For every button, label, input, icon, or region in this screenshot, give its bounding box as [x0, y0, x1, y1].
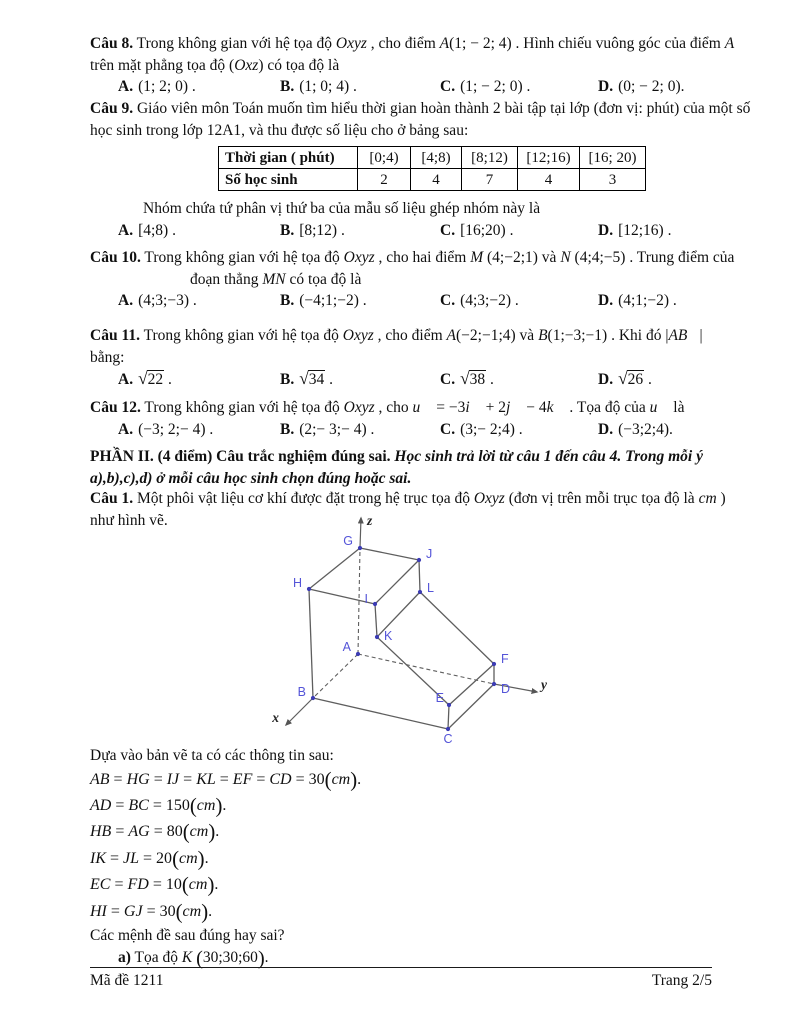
question-9-option-d — [598, 220, 714, 242]
option-marker: C. — [440, 371, 456, 388]
statement-a: a) Tọa độ K (30;30;60). — [118, 947, 269, 970]
question-10-option-c — [440, 290, 598, 312]
option-marker: C. — [440, 420, 456, 438]
table-cell: 7 — [462, 169, 518, 191]
option-marker: D. — [598, 371, 614, 388]
frequency-table — [218, 146, 646, 191]
measure-line-6: HI = GJ = 30(cm). — [90, 900, 213, 924]
option-value: √26 . — [618, 369, 652, 388]
3d-solid-diagram — [270, 512, 570, 752]
question-11-option-a — [118, 368, 280, 391]
option-marker: B. — [280, 292, 295, 309]
vertex-point-F — [492, 662, 496, 666]
vertex-point-K — [375, 635, 379, 639]
table-cell: Thời gian ( phút) — [219, 147, 358, 169]
vertex-point-C — [446, 727, 450, 731]
footer-rule — [90, 967, 712, 968]
figure-edge — [313, 654, 358, 698]
option-value: (4;1;−2) . — [618, 292, 677, 309]
table-cell: [8;12) — [462, 147, 518, 169]
option-value: (2;− 3;− 4) . — [299, 420, 375, 438]
option-marker: D. — [598, 420, 614, 438]
vertex-label-L: L — [427, 581, 434, 595]
option-marker: A. — [118, 371, 134, 388]
option-value: (1; − 2; 0) . — [460, 78, 531, 95]
figure-edge — [360, 518, 361, 548]
question-8-option-a — [118, 76, 280, 98]
option-marker: B. — [280, 371, 295, 388]
figure-edge — [420, 592, 494, 664]
option-value: [4;8) . — [138, 221, 176, 239]
figure-edge — [448, 684, 494, 729]
option-value: [12;16) . — [618, 221, 672, 239]
measure-line-5: EC = FD = 10(cm). — [90, 873, 219, 897]
table-cell: [12;16) — [518, 147, 580, 169]
table-row-values — [219, 169, 646, 191]
figure-edge — [448, 705, 449, 729]
vertex-point-B — [311, 696, 315, 700]
question-11 — [90, 325, 714, 391]
vertex-point-I — [373, 602, 377, 606]
figure-edge — [419, 560, 420, 592]
vertex-label-A: A — [342, 640, 351, 654]
option-marker: C. — [440, 221, 456, 239]
question-12-option-d — [598, 419, 714, 441]
vertex-point-H — [307, 587, 311, 591]
vertex-label-E: E — [435, 691, 444, 705]
figure-edge — [309, 548, 360, 589]
figure-edge — [313, 698, 448, 729]
option-marker: C. — [440, 292, 456, 309]
table-cell: [0;4) — [358, 147, 411, 169]
question-8-option-b — [280, 76, 440, 98]
axis-label-z: z — [367, 513, 373, 528]
vertex-label-G: G — [343, 534, 353, 548]
option-value: (1; 2; 0) . — [138, 78, 196, 95]
option-marker: D. — [598, 292, 614, 309]
statements-question: Các mệnh đề sau đúng hay sai? — [90, 927, 285, 945]
question-8-option-c — [440, 76, 598, 98]
question-9-option-b — [280, 220, 440, 242]
question-11-option-c — [440, 368, 598, 391]
option-marker: A. — [118, 78, 134, 95]
part-2-line-2: a),b),c),d) ở mỗi câu học sinh chọn đúng hoặc sai. — [90, 469, 412, 487]
table-cell: 2 — [358, 169, 411, 191]
option-value: (3;− 2;4) . — [460, 420, 523, 438]
table-cell: 4 — [411, 169, 462, 191]
option-value: (−3; 2;− 4) . — [138, 420, 214, 438]
option-value: √22 . — [138, 369, 172, 388]
page-footer — [90, 970, 712, 991]
page-number: Trang 2/5 — [651, 972, 712, 989]
option-value: √38 . — [460, 369, 494, 388]
vertex-point-L — [418, 590, 422, 594]
question-8-line-1: Câu 8. Trong không gian với hệ tọa độ Oxyz , cho điểm A(1; − 2; 4) . Hình chiếu vuông góc của điểm A — [90, 35, 735, 52]
question-8 — [90, 33, 735, 98]
vertex-label-F: F — [501, 652, 509, 666]
part2-question-1-line-1: Câu 1. Một phôi vật liệu cơ khí được đặt trong hệ trục tọa độ Oxyz (đơn vị trên mỗi trục tọa độ là cm ) — [90, 490, 726, 507]
table-cell: [16; 20) — [580, 147, 646, 169]
vertex-point-E — [447, 703, 451, 707]
option-value: (−3;2;4). — [618, 420, 673, 438]
question-8-line-2: trên mặt phẳng tọa độ (Oxz) có tọa độ là — [90, 56, 340, 74]
option-value: (4;3;−2) . — [460, 292, 519, 309]
question-8-option-d — [598, 76, 714, 98]
option-marker: A. — [118, 221, 134, 239]
option-marker: B. — [280, 420, 295, 438]
option-marker: C. — [440, 78, 456, 95]
option-value: (1; 0; 4) . — [299, 78, 357, 95]
question-9-options — [90, 220, 714, 242]
figure-edge — [358, 654, 494, 684]
figure-edge — [375, 560, 419, 604]
option-value: √34 . — [299, 369, 333, 388]
measure-line-1: AB = HG = IJ = KL = EF = CD = 30(cm). — [90, 767, 362, 791]
question-11-line-1: Câu 11. Trong không gian với hệ tọa độ Oxyz , cho điểm A(−2;−1;4) và B(1;−3;−1) . Khi đó |AB⃗| — [90, 327, 703, 344]
figure-edge — [375, 604, 377, 637]
figure-edge — [286, 698, 313, 725]
measure-line-4: IK = JL = 20(cm). — [90, 847, 209, 871]
exam-code: Mã đề 1211 — [90, 972, 164, 989]
figure-edge — [360, 548, 419, 560]
vertex-label-C: C — [443, 732, 453, 746]
part-2-header — [90, 446, 714, 489]
measure-line-3: HB = AG = 80(cm). — [90, 820, 220, 844]
vertex-label-B: B — [297, 685, 306, 699]
vertex-point-G — [358, 546, 362, 550]
question-8-options — [90, 76, 714, 98]
vertex-label-J: J — [426, 547, 433, 561]
question-12 — [90, 397, 714, 440]
question-10-option-b — [280, 290, 440, 312]
figure-info — [90, 745, 714, 970]
table-cell: 3 — [580, 169, 646, 191]
vertex-label-I: I — [364, 592, 368, 606]
question-12-line-1: Câu 12. Trong không gian với hệ tọa độ Oxyz , cho u⃗ = −3i⃗ + 2j⃗ − 4k⃗ . Tọa độ của u⃗ là — [90, 399, 685, 416]
question-10-line-1: Câu 10. Trong không gian với hệ tọa độ Oxyz , cho hai điểm M (4;−2;1) và N (4;4;−5) . Trung điểm của — [90, 249, 735, 266]
question-10 — [90, 247, 735, 312]
question-10-option-a — [118, 290, 280, 312]
question-12-options — [90, 419, 714, 441]
vertex-label-H: H — [292, 576, 302, 590]
part2-question-1-line-2: như hình vẽ. — [90, 511, 168, 529]
figure-edge — [309, 589, 313, 698]
option-value: (4;3;−3) . — [138, 292, 197, 309]
question-11-line-2: bằng: — [90, 348, 125, 366]
question-10-option-d — [598, 290, 714, 312]
question-9 — [90, 98, 751, 241]
option-value: [8;12) . — [299, 221, 345, 239]
question-9-line-1: Câu 9. Giáo viên môn Toán muốn tìm hiểu thời gian hoàn thành 2 bài tập tại lớp (đơn vị: phút) của một số — [90, 100, 751, 117]
figure-edge — [449, 664, 494, 705]
part-2-line-1: PHẦN II. (4 điểm) Câu trắc nghiệm đúng sai. Học sinh trả lời từ câu 1 đến câu 4. Trong mỗi ý — [90, 448, 703, 465]
question-9-option-a — [118, 220, 280, 242]
table-cell: [4;8) — [411, 147, 462, 169]
axis-label-y: y — [541, 677, 547, 692]
option-value: [16;20) . — [460, 221, 514, 239]
axis-label-x: x — [272, 710, 279, 725]
question-10-options — [90, 290, 714, 312]
vertex-point-D — [492, 682, 496, 686]
option-marker: D. — [598, 221, 614, 239]
question-12-option-b — [280, 419, 440, 441]
vertex-label-K: K — [384, 629, 393, 643]
question-12-option-c — [440, 419, 598, 441]
question-11-option-d — [598, 368, 714, 391]
question-9-note: Nhóm chứa tứ phân vị thứ ba của mẫu số liệu ghép nhóm này là — [143, 200, 541, 217]
option-marker: A. — [118, 292, 134, 309]
question-9-line-2: học sinh trong lớp 12A1, và thu được số liệu cho ở bảng sau: — [90, 121, 469, 139]
option-value: (−4;1;−2) . — [299, 292, 367, 309]
question-9-option-c — [440, 220, 598, 242]
table-row-header — [219, 147, 646, 169]
question-12-option-a — [118, 419, 280, 441]
option-marker: B. — [280, 78, 295, 95]
option-value: (0; − 2; 0). — [618, 78, 685, 95]
option-marker: A. — [118, 420, 134, 438]
vertex-label-D: D — [501, 682, 511, 696]
question-10-line-2: đoạn thẳng MN có tọa độ là — [190, 270, 362, 288]
question-11-option-b — [280, 368, 440, 391]
vertex-point-A — [356, 652, 360, 656]
table-cell: 4 — [518, 169, 580, 191]
measure-line-2: AD = BC = 150(cm). — [90, 794, 227, 818]
solid-figure-container — [270, 512, 570, 752]
info-intro: Dựa vào bản vẽ ta có các thông tin sau: — [90, 747, 334, 764]
option-marker: B. — [280, 221, 295, 239]
vertex-point-J — [417, 558, 421, 562]
table-cell: Số học sinh — [219, 169, 358, 191]
question-11-options — [90, 368, 714, 391]
option-marker: D. — [598, 78, 614, 95]
